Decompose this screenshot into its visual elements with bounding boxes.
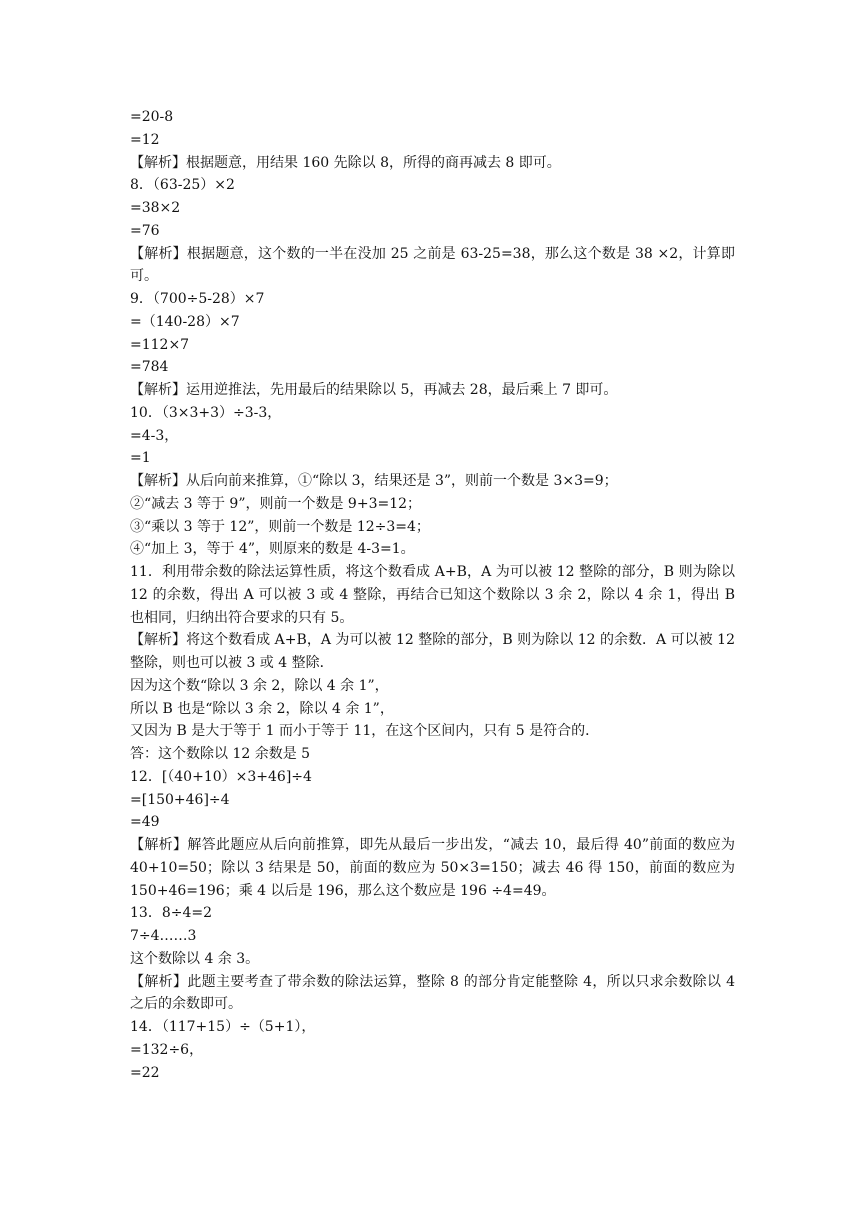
problem-8-line: 8．（63-25）×2 [130,177,235,194]
text-line: =（140-28）×7 [130,313,240,330]
analysis-paragraph: 【解析】解答此题应从后向前推算，即先从最后一步出发，“减去 10，最后得 40”前面的数应为 40+10=50；除以 3 结果是 50，前面的数应为 50×3=150；减去 46 得 150，前面的数应为 150+46=196；乘 4 以后是 196，那么这个数应是 196 ÷4=49。 [130,837,735,899]
analysis-paragraph: 【解析】根据题意，这个数的一半在没加 25 之前是 63-25=38，那么这个数是 38 ×2，计算即可。 [130,245,735,285]
text-line: =1 [130,450,151,467]
text-line: =[150+46]÷4 [130,791,230,808]
text-line: ③“乘以 3 等于 12”，则前一个数是 12÷3=4； [130,518,430,535]
text-line: =76 [130,222,160,239]
problem-12-line: 12．[（40+10）×3+46]÷4 [130,768,312,785]
text-line: ④“加上 3，等于 4”，则原来的数是 4-3=1。 [130,541,415,558]
text-line: 这个数除以 4 余 3。 [130,950,260,967]
analysis-line: 【解析】根据题意，用结果 160 先除以 8，所得的商再减去 8 即可。 [130,154,561,171]
text-line: 又因为 B 是大于等于 1 而小于等于 11，在这个区间内，只有 5 是符合的． [130,723,600,740]
problem-10-line: 10．（3×3+3）÷3-3， [130,404,282,421]
text-line: =49 [130,814,160,831]
problem-11-paragraph: 11．利用带余数的除法运算性质，将这个数看成 A+B，A 为可以被 12 整除的部分，B 则为除以 12 的余数，得出 A 可以被 3 或 4 整除，再结合已知这个数除以 3 余 2，除以 4 余 1，得出 B 也相同，归纳出符合要求的只有 5。 [130,564,735,626]
analysis-line: 【解析】运用逆推法，先用最后的结果除以 5，再减去 28，最后乘上 7 即可。 [130,382,618,398]
text-line: ②“减去 3 等于 9”，则前一个数是 9+3=12； [130,495,422,512]
text-line: 因为这个数“除以 3 余 2，除以 4 余 1”， [130,677,389,694]
answer-line: 答：这个数除以 12 余数是 5 [130,746,311,762]
text-line: 7÷4……3 [130,928,197,944]
analysis-paragraph: 【解析】将这个数看成 A+B，A 为可以被 12 整除的部分，B 则为除以 12 的余数．A 可以被 12 整除，则也可以被 3 或 4 整除． [130,632,735,671]
analysis-paragraph: 【解析】此题主要考查了带余数的除法运算，整除 8 的部分肯定能整除 4，所以只求余数除以 4 之后的余数即可。 [130,973,735,1013]
text-line: 所以 B 也是“除以 3 余 2，除以 4 余 1”， [130,700,394,717]
solution-text [130,106,735,1084]
text-line: =4-3， [130,427,179,444]
text-line: =112×7 [130,336,190,353]
text-line: =132÷6， [130,1041,204,1058]
text-line: =20-8 [130,109,174,125]
problem-14-line: 14．（117+15）÷（5+1）， [130,1019,316,1035]
text-line: =22 [130,1064,160,1081]
text-line: =38×2 [130,200,181,216]
text-line: =784 [130,359,169,376]
text-line: =12 [130,131,160,148]
problem-9-line: 9．（700÷5-28）×7 [130,291,265,307]
analysis-line: 【解析】从后向前来推算，①“除以 3，结果还是 3”，则前一个数是 3×3=9； [130,473,618,489]
problem-13-line: 13．8÷4=2 [130,905,212,922]
